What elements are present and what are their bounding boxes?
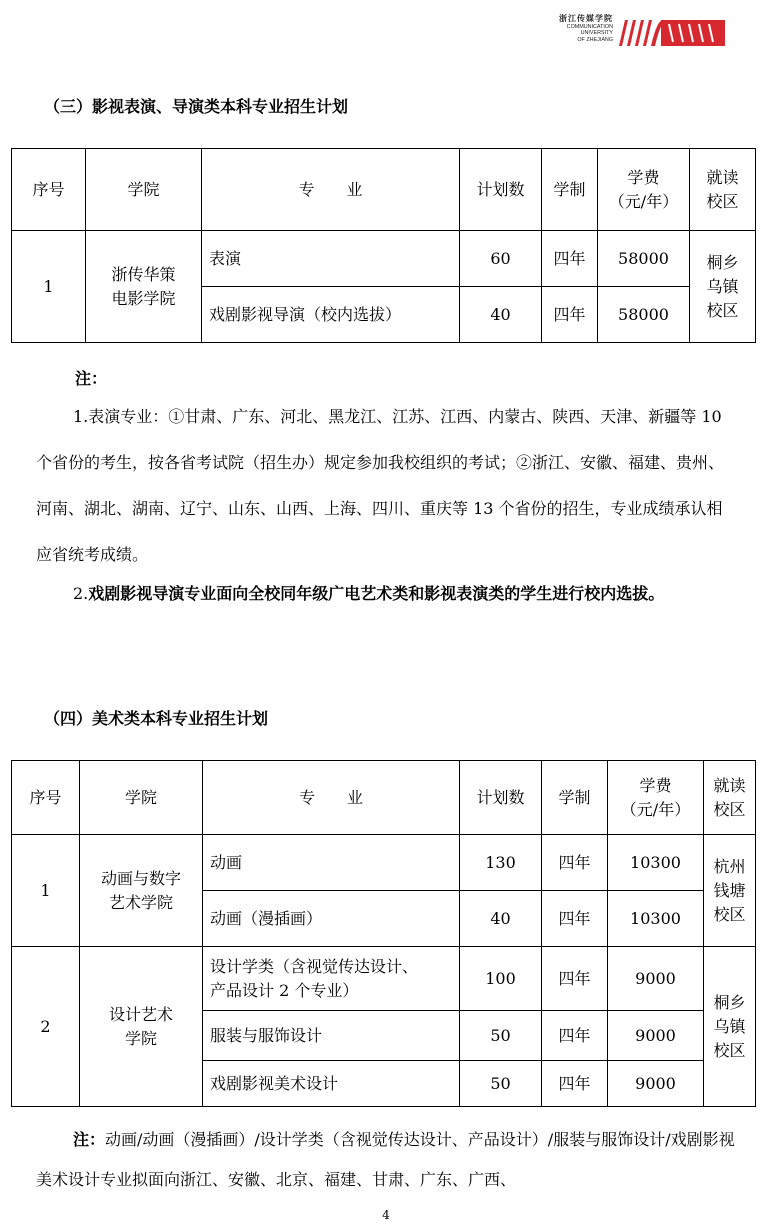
cell-years: 四年 <box>542 1011 608 1061</box>
header-campus-line1: 就读 <box>706 167 739 187</box>
campus-line1: 杭州 <box>713 856 746 876</box>
cell-plan: 100 <box>460 947 542 1011</box>
college-line1: 设计艺术 <box>108 1004 173 1024</box>
notes4-label: 注： <box>73 1130 106 1149</box>
cell-years: 四年 <box>542 947 608 1011</box>
notes3-p2-number: 2. <box>73 584 89 603</box>
header-plan: 计划数 <box>460 149 542 231</box>
cell-years: 四年 <box>542 287 598 343</box>
table-row <box>12 947 756 1011</box>
header-major: 专 业 <box>202 149 460 231</box>
major-line1: 设计学类（含视觉传达设计、 <box>210 956 419 976</box>
cell-fee: 10300 <box>608 891 704 947</box>
university-logo <box>557 12 727 50</box>
section4-title: （四）美术类本科专业招生计划 <box>44 709 269 728</box>
logo-name-en-3: OF ZHEJIANG <box>577 36 613 43</box>
cell-fee: 10300 <box>608 835 704 891</box>
cell-fee: 58000 <box>598 287 690 343</box>
cell-college <box>86 231 202 343</box>
header-years: 学制 <box>542 149 598 231</box>
college-line2: 学院 <box>124 1028 157 1048</box>
cell-no: 1 <box>12 835 80 947</box>
notes3-p2-text: 戏剧影视导演专业面向全校同年级广电艺术类和影视表演类的学生进行校内选拔。 <box>88 584 665 603</box>
logo-name-en-2: UNIVERSITY <box>580 30 613 37</box>
cell-years: 四年 <box>542 231 598 287</box>
logo-name-en-1: COMMUNICATION <box>566 24 613 30</box>
college-line1: 浙传华策 <box>111 264 176 284</box>
notes4-text: 动画/动画（漫插画）/设计学类（含视觉传达设计、产品设计）/服装与服饰设计/戏剧影视美术设计专业拟面向浙江、安徽、北京、福建、甘肃、广东、广西、 <box>36 1130 735 1189</box>
header-campus <box>690 149 756 231</box>
header-campus-line1: 就读 <box>713 775 746 795</box>
campus-line3: 校区 <box>706 300 739 320</box>
logo-mark-icon <box>617 18 725 48</box>
notes3-label: 注： <box>75 369 108 388</box>
header-fee <box>598 149 690 231</box>
logo-name-cn: 浙江传媒学院 <box>559 14 613 23</box>
cell-major: 动画 <box>203 835 460 891</box>
college-line1: 动画与数字 <box>100 868 181 888</box>
campus-line2: 乌镇 <box>713 1016 746 1036</box>
header-major: 专 业 <box>203 761 460 835</box>
college-line2: 电影学院 <box>111 288 176 308</box>
table-header-row <box>12 149 756 231</box>
header-campus-line2: 校区 <box>706 191 739 211</box>
notes3-p1-text: 1.表演专业：①甘肃、广东、河北、黑龙江、江苏、江西、内蒙古、陕西、天津、新疆等 10 个省份的考生，按各省考试院（招生办）规定参加我校组织的考试；②浙江、安徽、福建、贵州、河南、湖北、湖南、辽宁、山东、山西、上海、四川、重庆等 13 个省份的招生，专业成绩承认相应省统考成绩。 <box>36 407 725 564</box>
cell-campus <box>704 835 756 947</box>
cell-major: 动画（漫插画） <box>203 891 460 947</box>
cell-no: 2 <box>12 947 80 1107</box>
logo-text <box>557 14 613 43</box>
cell-major: 戏剧影视导演（校内选拔） <box>202 287 460 343</box>
cell-fee: 9000 <box>608 947 704 1011</box>
campus-line1: 桐乡 <box>706 252 739 272</box>
cell-years: 四年 <box>542 835 608 891</box>
campus-line2: 乌镇 <box>706 276 739 296</box>
table-header-row <box>12 761 756 835</box>
header-years: 学制 <box>542 761 608 835</box>
header-campus-line2: 校区 <box>713 799 746 819</box>
header-fee <box>608 761 704 835</box>
header-campus <box>704 761 756 835</box>
cell-major: 表演 <box>202 231 460 287</box>
cell-fee: 9000 <box>608 1061 704 1107</box>
cell-plan: 50 <box>460 1011 542 1061</box>
campus-line1: 桐乡 <box>713 992 746 1012</box>
cell-years: 四年 <box>542 1061 608 1107</box>
header-college: 学院 <box>86 149 202 231</box>
campus-line3: 校区 <box>713 1040 746 1060</box>
notes3-paragraph2 <box>36 571 736 617</box>
cell-college <box>80 835 203 947</box>
cell-fee: 58000 <box>598 231 690 287</box>
table-row <box>12 835 756 891</box>
cell-plan: 50 <box>460 1061 542 1107</box>
major-line2: 产品设计 2 个专业） <box>210 980 359 1000</box>
college-line2: 艺术学院 <box>108 892 173 912</box>
cell-major <box>203 947 460 1011</box>
header-no: 序号 <box>12 761 80 835</box>
cell-major: 戏剧影视美术设计 <box>203 1061 460 1107</box>
header-fee-line2: （元/年） <box>620 799 691 819</box>
cell-campus <box>704 947 756 1107</box>
table-row <box>12 231 756 287</box>
cell-plan: 130 <box>460 835 542 891</box>
cell-college <box>80 947 203 1107</box>
cell-fee: 9000 <box>608 1011 704 1061</box>
header-plan: 计划数 <box>460 761 542 835</box>
section3-title: （三）影视表演、导演类本科专业招生计划 <box>44 97 349 116</box>
header-fee-line2: （元/年） <box>608 191 679 211</box>
section4-table <box>11 760 756 1107</box>
page-number: 4 <box>382 1208 390 1222</box>
campus-line3: 校区 <box>713 904 746 924</box>
header-college: 学院 <box>80 761 203 835</box>
cell-plan: 40 <box>460 287 542 343</box>
cell-years: 四年 <box>542 891 608 947</box>
cell-campus <box>690 231 756 343</box>
header-fee-line1: 学费 <box>627 167 660 187</box>
cell-major: 服装与服饰设计 <box>203 1011 460 1061</box>
campus-line2: 钱塘 <box>713 880 746 900</box>
section3-table <box>11 148 756 343</box>
notes4-paragraph <box>36 1120 736 1200</box>
cell-plan: 60 <box>460 231 542 287</box>
notes3-paragraph1 <box>36 394 736 578</box>
header-fee-line1: 学费 <box>639 775 672 795</box>
cell-plan: 40 <box>460 891 542 947</box>
cell-no: 1 <box>12 231 86 343</box>
header-no: 序号 <box>12 149 86 231</box>
